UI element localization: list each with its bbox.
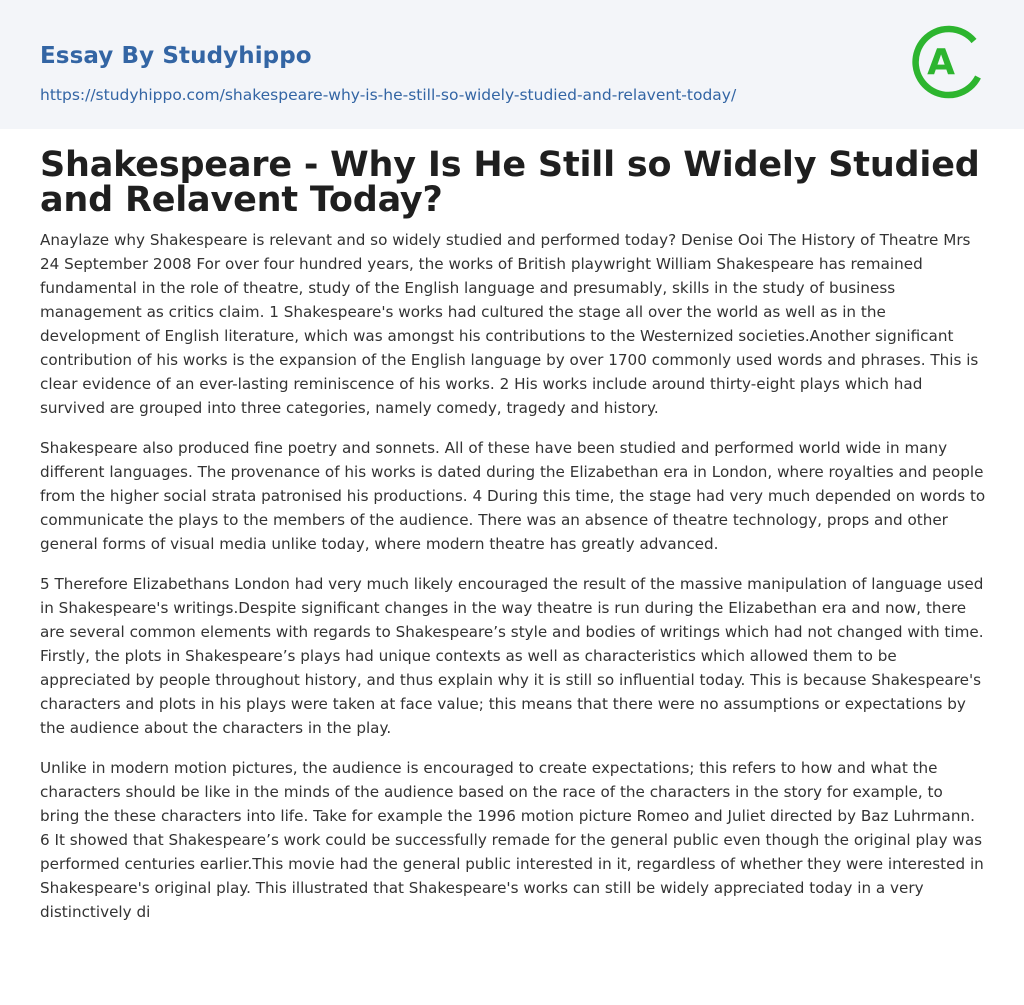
essay-title: Shakespeare - Why Is He Still so Widely Studied and Relavent Today? [40,145,980,220]
essay-paragraph: Shakespeare also produced fine poetry and sonnets. All of these have been studied and performed world wide in many different languages. The provenance of his works is dated during the Elizabethan era in London, where royalties and people from the higher social strata patronised his productions. 4 During this time, the stage had very much depended on words to communicate the plays to the members of the audience. There was an absence of theatre technology, props and other general forms of visual media unlike today, where modern theatre has greatly advanced. [40,439,986,553]
studyhippo-logo-icon[interactable] [912,19,988,107]
essay-paragraph: Anaylaze why Shakespeare is relevant and so widely studied and performed today? Denise Ooi The History of Theatre Mrs 24 September 2008 For over four hundred years, the works of British playwright William Shakespeare has remained fundamental in the role of theatre, study of the English language and presumably, skills in the study of business management as critics claim. 1 Shakespeare's works had cultured the stage all over the world as well as in the development of English literature, which was amongst his contributions to the Westernized societies.Another significant contribution of his works is the expansion of the English language by over 1700 commonly used words and phrases. This is clear evidence of an ever-lasting reminiscence of his works. 2 His works include around thirty-eight plays which had survived are grouped into three categories, namely comedy, tragedy and history. [40,231,979,417]
source-url-link[interactable]: https://studyhippo.com/shakespeare-why-is-he-still-so-widely-studied-and-relavent-today/ [40,86,737,104]
site-brand[interactable]: Essay By Studyhippo [40,43,312,69]
essay-paragraph: Unlike in modern motion pictures, the audience is encouraged to create expectations; this refers to how and what the characters should be like in the minds of the audience based on the race of the characters in the story for example, to bring the these characters into life. Take for example the 1996 motion picture Romeo and Juliet directed by Baz Luhrmann. 6 It showed that Shakespeare’s work could be successfully remade for the general public even though the original play was performed centuries earlier.This movie had the general public interested in it, regardless of whether they were interested in Shakespeare's original play. This illustrated that Shakespeare's works can still be widely appreciated today in a very distinctively di [40,759,984,921]
essay-body [40,228,986,940]
essay-paragraph: 5 Therefore Elizabethans London had very much likely encouraged the result of the massive manipulation of language used in Shakespeare's writings.Despite significant changes in the way theatre is run during the Elizabethan era and now, there are several common elements with regards to Shakespeare’s style and bodies of writings which had not changed with time. Firstly, the plots in Shakespeare’s plays had unique contexts as well as characteristics which allowed them to be appreciated by people throughout history, and thus explain why it is still so influential today. This is because Shakespeare's characters and plots in his plays were taken at face value; this means that there were no assumptions or expectations by the audience about the characters in the play. [40,575,984,737]
logo-letter: A [927,42,955,83]
site-header [0,0,1024,129]
